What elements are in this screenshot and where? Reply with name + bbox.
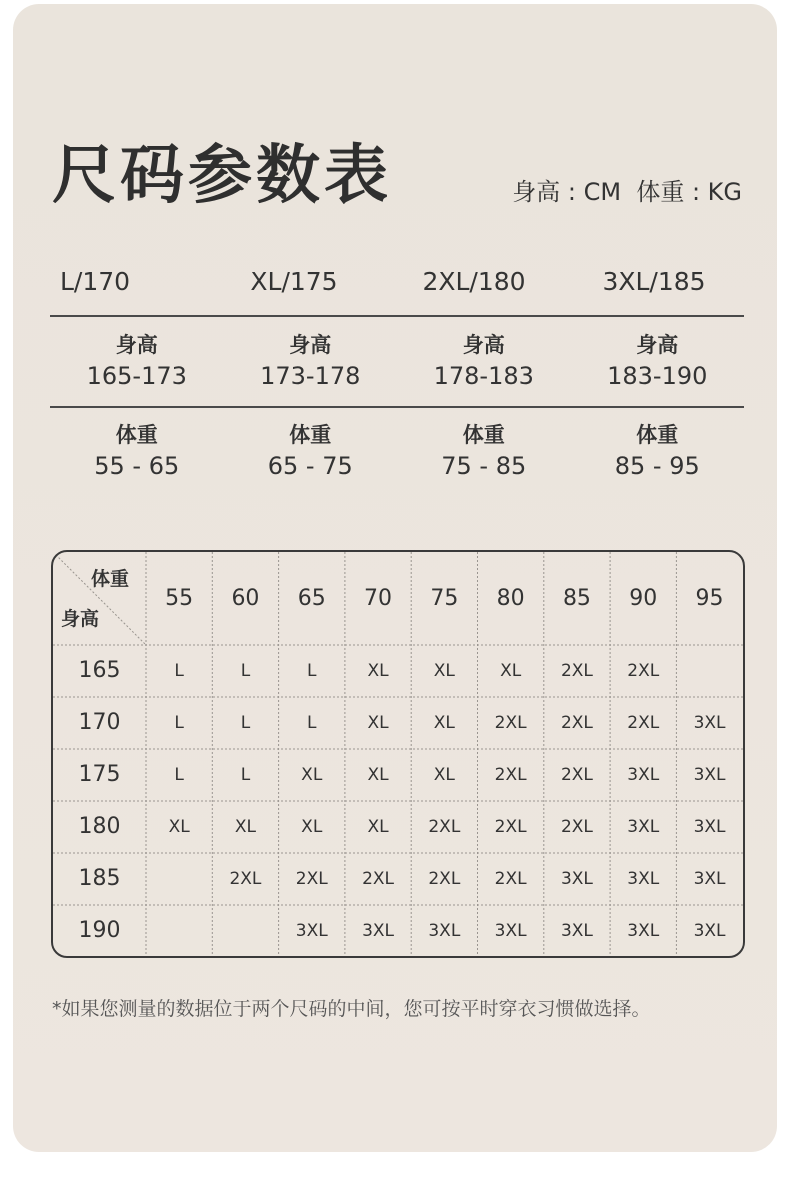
- size-cell: 2XL: [494, 713, 527, 733]
- range-cell: [571, 420, 745, 482]
- size-cell: XL: [433, 661, 455, 681]
- size-cell: 3XL: [627, 817, 660, 837]
- size-cell: XL: [367, 661, 389, 681]
- footnote: *如果您测量的数据位于两个尺码的中间，您可按平时穿衣习惯做选择。: [52, 998, 651, 1020]
- size-cell: 3XL: [560, 921, 593, 941]
- size-cell: 2XL: [560, 817, 593, 837]
- size-cell: 2XL: [560, 765, 593, 785]
- corner-weight-label: 体重: [91, 568, 130, 590]
- size-cell: 2XL: [560, 713, 593, 733]
- size-cell: XL: [500, 661, 522, 681]
- size-cell: 3XL: [627, 869, 660, 889]
- weight-range: 65 - 75: [267, 452, 353, 480]
- range-cell: [397, 420, 571, 482]
- size-cell: 3XL: [693, 713, 726, 733]
- weight-column-header: 55: [165, 586, 194, 611]
- size-header-row: [50, 258, 744, 306]
- size-cell: XL: [367, 817, 389, 837]
- height-label: 身高: [289, 333, 332, 357]
- range-cell: [224, 420, 398, 482]
- size-cell: XL: [301, 817, 323, 837]
- weight-column-header: 95: [695, 586, 724, 611]
- height-row-header: 175: [78, 762, 121, 787]
- weight-label: 体重: [115, 423, 158, 447]
- weight-range: 85 - 95: [614, 452, 700, 480]
- range-cell: [224, 330, 398, 392]
- size-cell: 3XL: [428, 921, 461, 941]
- page-title: 尺码参数表: [52, 139, 392, 213]
- height-range: 173-178: [260, 362, 361, 390]
- weight-label: 体重: [462, 423, 505, 447]
- size-label: L/170: [60, 267, 131, 296]
- size-cell: XL: [301, 765, 323, 785]
- corner-height-label: 身高: [61, 608, 100, 630]
- range-cell: [571, 330, 745, 392]
- divider: [50, 315, 744, 317]
- size-cell: 2XL: [494, 869, 527, 889]
- size-cell: L: [240, 661, 251, 681]
- height-row-header: 190: [78, 918, 121, 943]
- size-cell: XL: [367, 765, 389, 785]
- size-cell: 3XL: [693, 765, 726, 785]
- weight-range: 55 - 65: [94, 452, 180, 480]
- height-label: 身高: [462, 333, 505, 357]
- size-label: 2XL/180: [422, 267, 526, 296]
- height-row-header: 170: [78, 710, 121, 735]
- size-cell: 3XL: [494, 921, 527, 941]
- size-cell: L: [240, 713, 251, 733]
- height-range: 178-183: [433, 362, 534, 390]
- size-cell: 2XL: [627, 661, 660, 681]
- size-cell: 3XL: [560, 869, 593, 889]
- size-cell: L: [174, 661, 184, 681]
- size-cell: 3XL: [627, 921, 660, 941]
- size-cell: XL: [168, 817, 190, 837]
- height-range: 165-173: [86, 362, 187, 390]
- height-range: 183-190: [607, 362, 708, 390]
- height-label: 身高: [636, 333, 679, 357]
- size-cell: L: [307, 661, 317, 681]
- size-cell: 2XL: [428, 869, 461, 889]
- size-cell: 3XL: [693, 817, 726, 837]
- weight-column-header: 75: [430, 586, 459, 611]
- size-cell: XL: [433, 713, 455, 733]
- height-range-row: [50, 330, 744, 392]
- size-cell: 2XL: [295, 869, 328, 889]
- size-cell: XL: [433, 765, 455, 785]
- size-cell: 3XL: [693, 869, 726, 889]
- weight-column-header: 60: [231, 586, 260, 611]
- divider: [50, 406, 744, 408]
- weight-range-row: [50, 420, 744, 482]
- height-row-header: 180: [78, 814, 121, 839]
- weight-column-header: 85: [562, 586, 591, 611]
- range-cell: [50, 420, 224, 482]
- height-row-header: 185: [78, 866, 121, 891]
- size-cell: 2XL: [560, 661, 593, 681]
- grid-lines: [53, 552, 743, 956]
- weight-column-header: 90: [629, 586, 658, 611]
- size-cell: 3XL: [362, 921, 394, 941]
- size-cell: 3XL: [693, 921, 726, 941]
- weight-column-header: 65: [297, 586, 326, 611]
- size-grid-table: [51, 550, 745, 958]
- range-cell: [50, 330, 224, 392]
- size-label: XL/175: [250, 267, 338, 296]
- size-label: 3XL/185: [602, 267, 706, 296]
- range-cell: [397, 330, 571, 392]
- weight-label: 体重: [636, 423, 679, 447]
- weight-label: 体重: [289, 423, 332, 447]
- size-cell: 2XL: [229, 869, 262, 889]
- size-cell: 2XL: [362, 869, 394, 889]
- size-cell: 3XL: [627, 765, 660, 785]
- size-cell: L: [174, 713, 184, 733]
- size-cell: 2XL: [494, 765, 527, 785]
- size-cell: L: [307, 713, 317, 733]
- height-label: 身高: [115, 333, 158, 357]
- size-cell: XL: [367, 713, 389, 733]
- weight-column-header: 80: [496, 586, 525, 611]
- size-cell: 2XL: [494, 817, 527, 837]
- weight-column-header: 70: [364, 586, 393, 611]
- height-row-header: 165: [78, 658, 121, 683]
- unit-note: 身高 : CM 体重 : KG: [512, 178, 742, 206]
- size-cell: 2XL: [627, 713, 660, 733]
- size-cell: 2XL: [428, 817, 461, 837]
- size-cell: 3XL: [295, 921, 328, 941]
- size-cell: L: [174, 765, 184, 785]
- size-cell: XL: [234, 817, 256, 837]
- size-cell: L: [240, 765, 251, 785]
- weight-range: 75 - 85: [441, 452, 527, 480]
